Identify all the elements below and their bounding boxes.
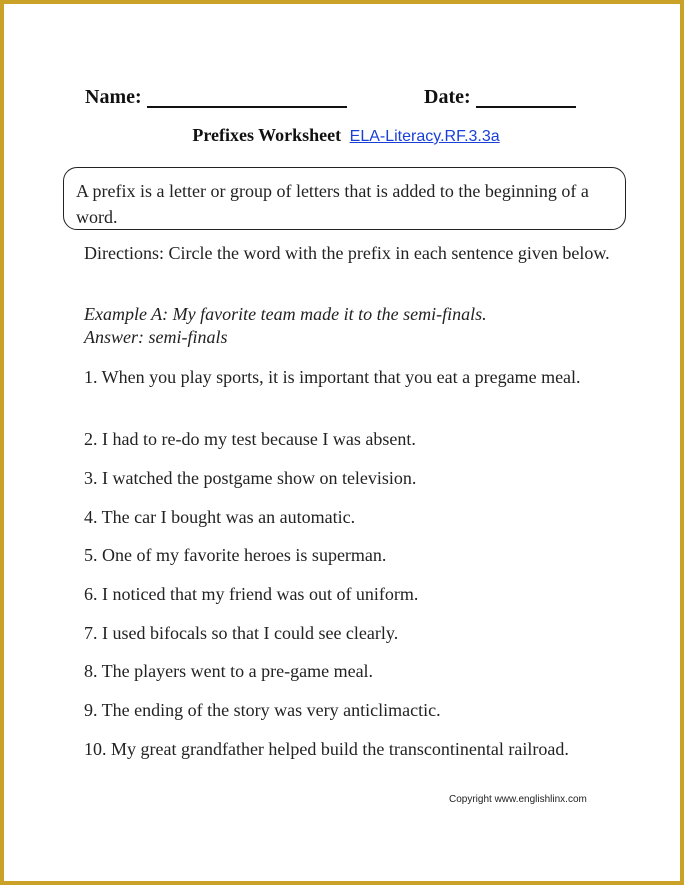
date-blank-line [476,106,576,108]
question-item: 2. I had to re-do my test because I was absent. [84,429,416,449]
question-item: 8. The players went to a pre-game meal. [84,661,374,681]
question-item: 9. The ending of the story was very anticlimactic. [84,700,441,720]
example-answer: Answer: semi-finals [84,327,228,347]
copyright-notice: Copyright www.englishlinx.com [449,794,587,805]
question-item: 5. One of my favorite heroes is superman. [84,545,387,565]
question-item: 10. My great grandfather helped build the transcontinental railroad. [84,739,569,759]
worksheet-title: Prefixes Worksheet [192,125,342,145]
name-blank-line [147,106,347,108]
standard-link[interactable]: ELA-Literacy.RF.3.3a [349,128,500,145]
definition-box: A prefix is a letter or group of letters that is added to the beginning of a word. [63,167,626,230]
worksheet-title-row [4,125,684,146]
question-item: 7. I used bifocals so that I could see clearly. [84,623,399,643]
question-item: 3. I watched the postgame show on television. [84,468,417,488]
example-sentence: Example A: My favorite team made it to the semi-finals. [84,304,487,324]
question-item: 1. When you play sports, it is important that you eat a pregame meal. [84,367,581,387]
directions: Directions: Circle the word with the prefix in each sentence given below. [84,243,610,263]
date-label: Date: [424,86,471,108]
question-item: 4. The car I bought was an automatic. [84,507,356,527]
example-block [84,303,624,349]
name-label: Name: [85,86,142,108]
question-item: 6. I noticed that my friend was out of uniform. [84,584,419,604]
